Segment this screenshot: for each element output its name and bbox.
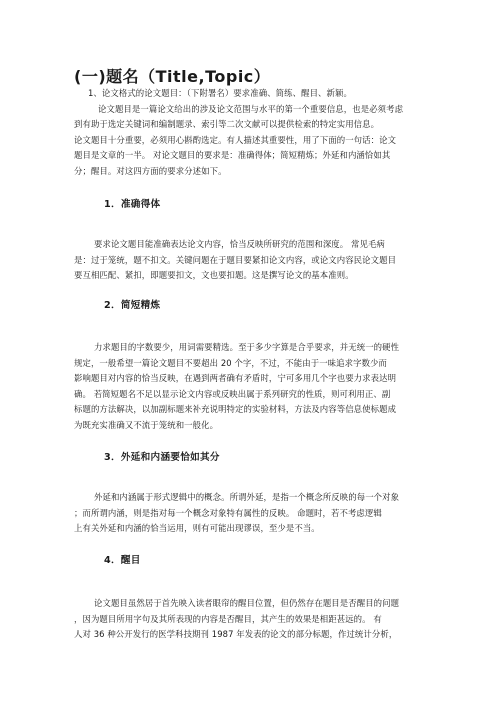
text-line: 题目是文章的一半。 对论文题目的要求是：准确得体；简短精炼；外延和内涵恰如其 <box>74 150 391 161</box>
text-line: 为既充实准确又不流于笼统和一般化。 <box>74 419 219 430</box>
text-line: ，因为题目所用字句及其所表现的内容是否醒目，其产生的效果是相距甚远的。 有 <box>74 613 382 624</box>
text-line: 外延和内涵属于形式逻辑中的概念。所谓外延，是指一个概念所反映的每一个对象 <box>94 492 400 502</box>
text-line: 1、论文格式的论文题目：（下附署名）要求准确、简练、醒目、新颖。 <box>88 88 352 98</box>
text-line: 规定，一般希望一篇论文题目不要超出 20 个字，不过，不能由于一味追求字数少而 <box>74 357 388 368</box>
text-line: 论文题目十分重要，必须用心斟酌选定。有人描述其重要性，用了下面的一句话：论文 <box>74 134 397 145</box>
intro-paragraph <box>74 86 430 180</box>
text-line: ；而所谓内涵，则是指对每一个概念对象特有属性的反映。 命题时，若不考虑逻辑 <box>74 507 382 518</box>
text-line: 确。 若简短题名不足以显示论文内容或反映出属于系列研究的性质，则可利用正、副 <box>74 388 391 399</box>
text-line: 论文题目是一篇论文给出的涉及论文范围与水平的第一个重要信息，也是必须考虑 <box>98 103 404 114</box>
text-line: 要求论文题目能准确表达论文内容，恰当反映所研究的范围和深度。 常见毛病 <box>94 239 385 249</box>
text-line: 上有关外延和内涵的恰当运用，则有可能出现谬误，至少是不当。 <box>74 523 320 534</box>
text-line: 分；醒目。对这四方面的要求分述如下。 <box>74 165 227 176</box>
text-line: 到有助于选定关键词和编制题录、索引等二次文献可以提供检索的特定实用信息。 <box>74 119 380 130</box>
text-line: 影响题目对内容的恰当反映，在遇到两者确有矛盾时，宁可多用几个字也要力求表达明 <box>74 373 397 384</box>
section-heading: 2．简短精炼 <box>104 300 161 311</box>
text-line: 论文题目虽然居于首先映入读者眼帘的醒目位置，但仍然存在题目是否醒目的问题 <box>94 598 400 608</box>
section-heading: 4．醒目 <box>104 555 141 566</box>
section-paragraph <box>74 237 430 284</box>
text-line: 要互相匹配、紧扣，即题要扣文，文也要扣题。这是撰写论文的基本准则。 <box>74 270 354 281</box>
text-line: 标题的方法解决，以加副标题来补充说明特定的实验材料，方法及内容等信息使标题成 <box>74 404 397 415</box>
section-heading: 1．准确得体 <box>104 199 161 210</box>
text-line: 人对 36 种公开发行的医学科技期刊 1987 年发表的论文的部分标题，作过统计分析， <box>74 629 398 640</box>
section-title: (一)题名（Title,Topic） <box>74 67 271 86</box>
section-paragraph <box>74 596 430 643</box>
section-paragraph <box>74 490 430 537</box>
section-heading: 3．外延和内涵要恰如其分 <box>104 452 220 463</box>
text-line: 力求题目的字数要少，用词需要精选。至于多少字算是合乎要求，并无统一的硬性 <box>94 342 400 352</box>
text-line: 是：过于笼统，题不扣文。关键问题在于题目要紧扣论文内容，或论文内容民论文题目 <box>74 254 397 265</box>
section-paragraph <box>74 340 430 434</box>
